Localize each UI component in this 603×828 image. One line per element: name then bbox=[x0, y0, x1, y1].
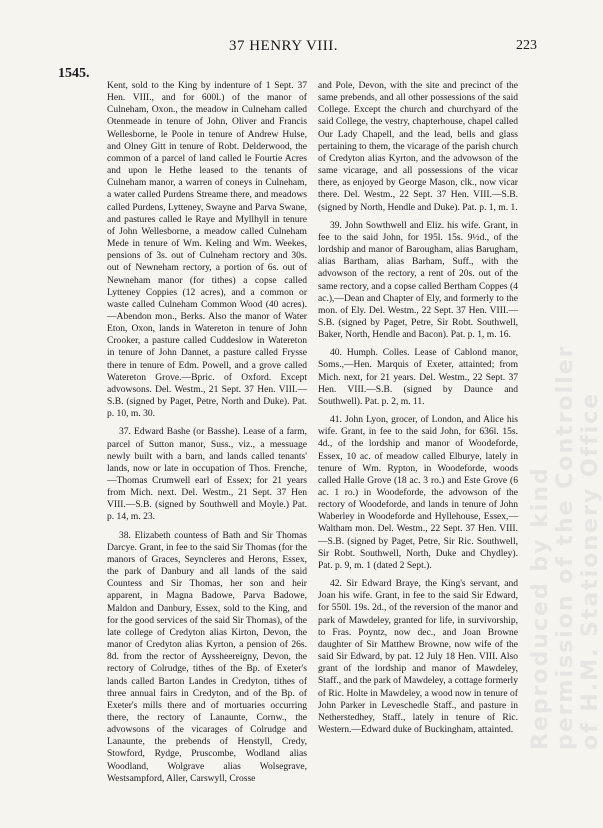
entry-38-continuation: and Pole, Devon, with the site and precinct of the same prebends, and all other possessions of the said College. Except the church and churchyard of the said College, the vestry, chapterhouse, chapel called Our Lady Chapell, and the lead, bells and glass pertaining to them, the vicarage of the parish church of Credyton alias Kyrton, and the advowson of the same vicarage, and all possessions of the vicar there, as enjoyed by George Mason, clk., now vicar there. Del. Westm., 22 Sept. 37 Hen. VIII.—S.B. (signed by North, Hendle and Duke). Pat. p. 1, m. 1. bbox=[318, 80, 518, 213]
entry-40: 40. Humph. Colles. Lease of Cablond manor, Soms.,—Hen. Marquis of Exeter, attainted; from Mich. next, for 21 years. Del. Westm., 22 Sept. 37 Hen. VIII.—S.B. (signed by Daunce and Southwell). Pat. p. 2, m. 11. bbox=[318, 347, 518, 407]
entry-39: 39. John Sowthwell and Eliz. his wife. Grant, in fee to the said John, for 195l. 15s. 9½d., of the lordship and manor of Barougham, alias Barugham, alias Bartham, alias Barham, Suff., with the advowson of the rectory, a rent of 20s. out of the same rectory, and a copse called Bertham Coppes (4 ac.),—Dean and Chapter of Ely, and formerly to the mon. of Ely. Del. Westm., 22 Sept. 37 Hen. VIII.—S.B. (signed by Paget, Petre, Sir Robt. Southwell, Baker, North, Hendle and Bacon). Pat. p. 1, m. 16. bbox=[318, 219, 518, 341]
page-number: 223 bbox=[516, 38, 537, 53]
running-header bbox=[0, 38, 567, 58]
entry-continuation: Kent, sold to the King by indenture of 1 Sept. 37 Hen. VIII., and for 600l.) of the manor of Culneham, Oxon., the meadow in Culneham called Otenmeade in tenure of John, Oliver and Francis Wellesborne, le Poole in tenure of Andrew Hulse, and Olney Gitt in tenure of Robt. Delderwood, the common of a parcel of land called le Fourtie Acres and upon le Hethe leased to the tenants of Culneham manor, a warren of coneys in Culneham, a water called Purdens Streame there, and meadows called Purdens, Lytteney, Swayne and Parva Swane, and pastures called le Raye and Myllhyll in tenure of John Wellesborne, a meadow called Culneham Mede in tenure of Wm. Keling and Wm. Weekes, pensions of 3s. out of Culneham rectory and 30s. out of Newneham rectory, a portion of 6s. out of Newneham manor (for tithes) a copse called Lytteney Coppies (12 acres), and a common or waste called Culneham Common Wood (40 acres).—Abendon mon., Berks. Also the manor of Water Eton, Oxon, lands in Watereton in tenure of John Crooker, a pasture called Cuddeslow in Watereton in tenure of John Dannet, a pasture called Frysse there in tenure of Edm. Powell, and a grove called Watereton Grove.—Bpric. of Oxford. Except advowsons. Del. Westm., 21 Sept. 37 Hen. VIII.—S.B. (signed by Paget, Petre, North and Duke). Pat. p. 10, m. 30. bbox=[107, 80, 307, 420]
left-column bbox=[107, 80, 307, 791]
entry-41: 41. John Lyon, grocer, of London, and Alice his wife. Grant, in fee to the said John, for 636l. 15s. 4d., of the lordship and manor of Woodeforde, Essex, 10 ac. of meadow called Elburye, lately in tenure of Wm. Rypton, in Woodeforde, woods called Halle Grove (18 ac. 3 ro.) and Este Grove (6 ac. 1 ro.) in Woodeforde, the advowson of the rectory of Woodeforde, and lands in tenure of John Waberley in Woodeforde and Hyllehouse, Essex,—Waltham mon. Del. Westm., 22 Sept. 37 Hen. VIII.—S.B. (signed by Paget, Petre, Sir Ric. Southwell, Sir Robt. Southwell, North, Duke and Chydley). Pat. p. 9, m. 1 (dated 2 Sept.). bbox=[318, 414, 518, 571]
header-title: 37 HENRY VIII. bbox=[228, 38, 339, 54]
right-column bbox=[318, 80, 518, 742]
entry-38: 38. Elizabeth countess of Bath and Sir Thomas Darcye. Grant, in fee to the said Sir Thomas (for the manors of Graces, Seyncleres and Herons, Essex, the park of Danbury and all lands of the said Countess and Sir Thomas, her son and heir apparent, in Magna Badowe, Parva Badowe, Maldon and Danbury, Essex, sold to the King, and for the good services of the said Sir Thomas), of the late college of Credyton alias Kirton, Devon, the manor of Credyton alias Kyrton, a pension of 26s. 8d. from the rector of Ayssheereigny, Devon, the rectory of Colrudge, tithes of the Bp. of Exeter's lands called Barton Landes in Credyton, tithes of three annual fairs in Credyton, and of the Bp. of Exeter's mills there and of mortuaries occurring there, the rectory of Lanaunte, Cornw., the advowsons of the vicarages of Colrudge and Lanaunte, the prebends of Henstyll, Credy, Stowford, Rydge, Pruscombe, Wodland alias Woodland, Wolgrave alias Wolsegrave, Westsampford, Aller, Carswyll, Crosse bbox=[107, 529, 307, 784]
entry-37: 37. Edward Bashe (or Basshe). Lease of a farm, parcel of Sutton manor, Suss., viz., a messuage newly built with a barn, and lands called tenants' lands, now or late in occupation of Thos. Frenche,—Thomas Crumwell earl of Essex; for 21 years from Mich. next. Del. Westm., 21 Sept. 37 Hen VIII.—S.B. (signed by Southwell and Moyle.) Pat. p. 14, m. 23. bbox=[107, 426, 307, 523]
year-marker: 1545. bbox=[58, 66, 90, 81]
side-watermark: Reproduced by kind permission of the Controller of H.M. Stationery Office bbox=[528, 344, 603, 750]
entry-42: 42. Sir Edward Braye, the King's servant, and Joan his wife. Grant, in fee to the said Sir Edward, for 550l. 19s. 2d., of the reversion of the manor and park of Mawdeley, granted for life, in survivorship, to Fras. Poyntz, now dec., and Joan Browne daughter of Sir Matthew Browne, now wife of the said Sir Edward, by pat. 12 July 18 Hen. VIII. Also grant of the lordship and manor of Mawdeley, Staff., and the park of Mawdeley, a cottage formerly of Ric. Holte in Mawdeley, a wood now in tenure of John Parker in Leveschedle Staff., and pasture in Netherstedhey, Staff., lately in tenure of Ric. Western.—Edward duke of Buckingham, attainted. bbox=[318, 578, 518, 735]
